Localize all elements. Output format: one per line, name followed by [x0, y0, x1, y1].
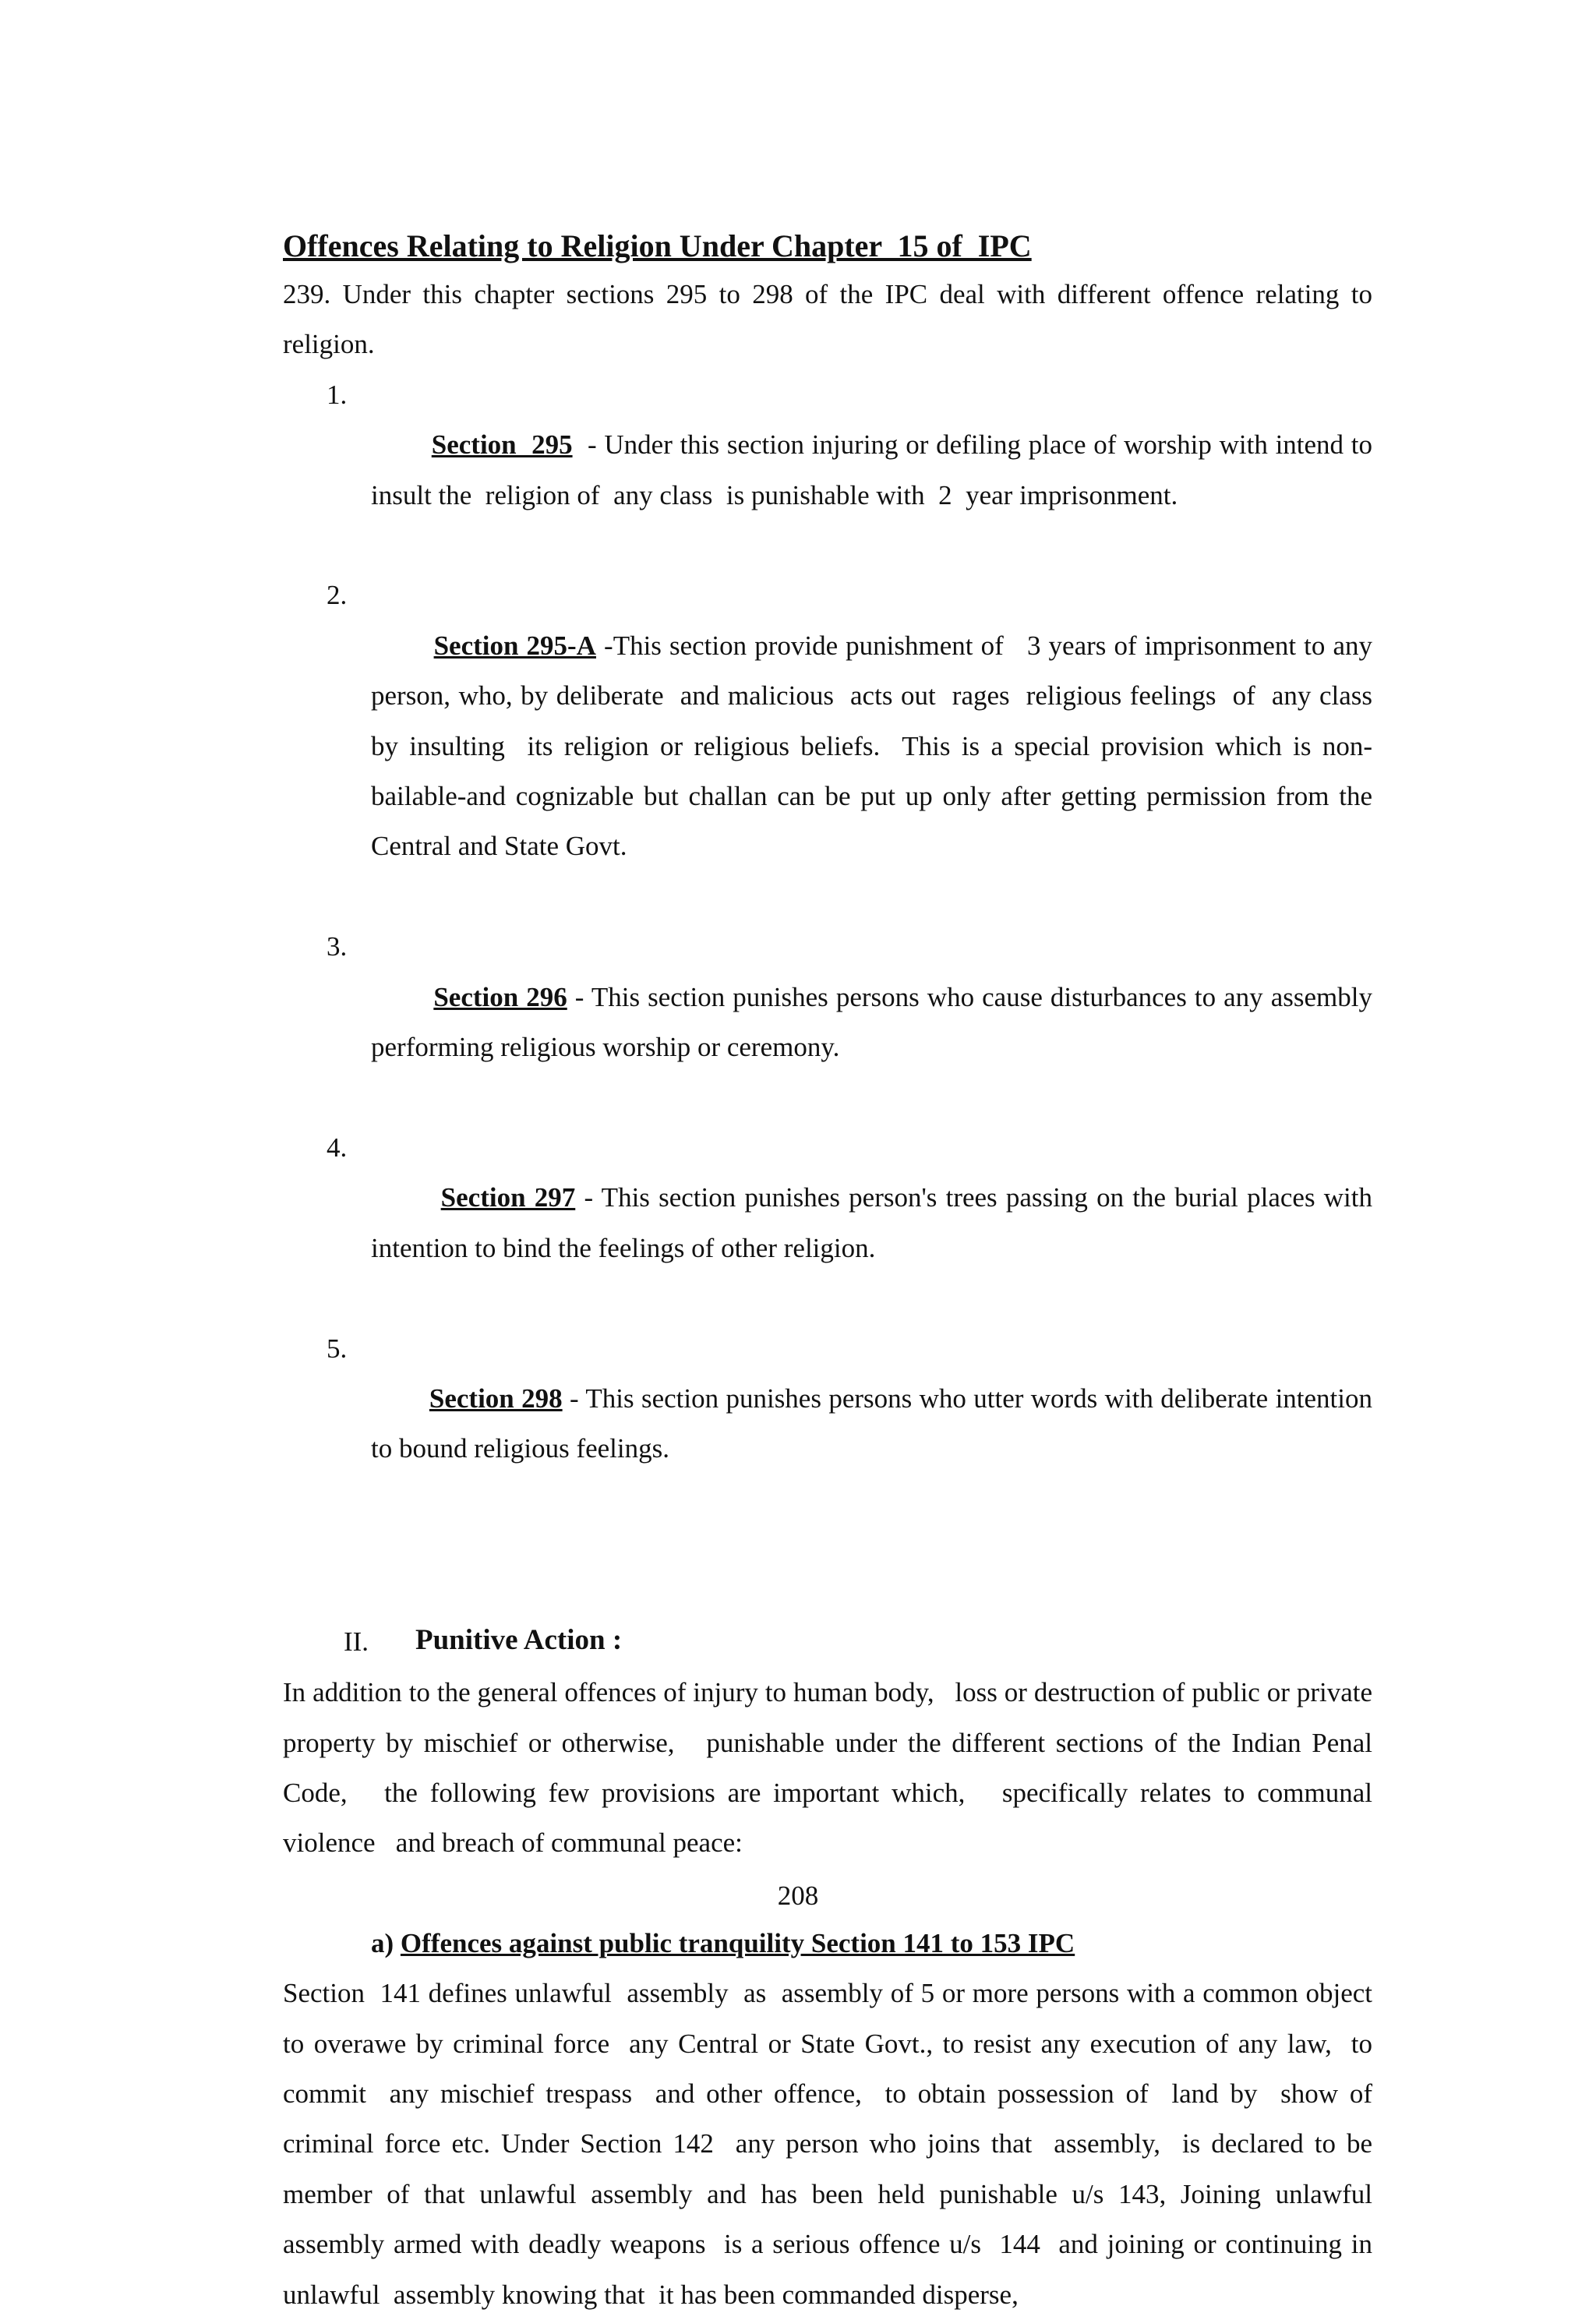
roman-numeral: II. — [344, 1626, 369, 1658]
section-text: - This section punishes persons who cause disturbances to any assembly performing religious worship or ceremony. — [371, 981, 1379, 1063]
list-number: 2. — [327, 580, 348, 611]
section-text: - This section punishes persons who utter words with deliberate intention to bound religious feelings. — [371, 1382, 1379, 1464]
section-item-297 — [283, 1123, 1379, 1324]
list-number: 5. — [327, 1333, 348, 1364]
section-item-295 — [283, 370, 1379, 571]
section-item-296 — [283, 922, 1379, 1123]
section-label: Section 297 — [440, 1182, 576, 1213]
punitive-heading-text: Punitive Action : — [415, 1624, 623, 1657]
subsection-a-heading — [283, 1919, 1372, 1969]
section-text: -This section provide punishment of 3 years of imprisonment to any person, who, by deliberate and malicious acts out rages religious feelings of any class by insulting its religion or religious beliefs. This is a special provision which is non-bailable-and cognizable but challan can be put up only after getting permission from the Central and State Govt. — [371, 630, 1379, 862]
subsection-a-paragraph: Section 141 defines unlawful assembly as assembly of 5 or more persons with a common object to overawe by criminal force any Central or State Govt., to resist any execution of any law, to commit any mischief trespass and other offence, to obtain possession of land by show of criminal force etc. Under Section 142 any person who joins that assembly, is declared to be member of that unlawful assembly and has been held punishable u/s 143, Joining unlawful assembly armed with deadly weapons is a serious offence u/s 144 and joining or continuing in unlawful assembly knowing that it has been commanded disperse, — [283, 1978, 1379, 2310]
sections-list — [283, 370, 1379, 1524]
list-number: 3. — [327, 931, 348, 962]
section-item-295a — [283, 570, 1379, 922]
section-text: - This section punishes person's trees passing on the burial places with intention to bind the feelings of other religion. — [371, 1182, 1379, 1263]
section-text: - Under this section injuring or defiling place of worship with intend to insult the religion of any class is punishable with 2 year imprisonment. — [371, 429, 1379, 510]
page-number: 208 — [777, 1880, 819, 1911]
subsection-heading-text: Offences against public tranquility Section 141 to 153 IPC — [400, 1927, 1075, 1958]
list-number: 4. — [327, 1132, 348, 1163]
intro-paragraph: 239. Under this chapter sections 295 to 298 of the IPC deal with different offence relating to religion. — [283, 279, 1379, 360]
list-number: 1. — [327, 379, 348, 410]
section-label: Section 295-A — [433, 630, 596, 661]
chapter-title: Offences Relating to Religion Under Chapter 15 of IPC — [283, 228, 1032, 263]
page-content — [283, 223, 1379, 2320]
section-label: Section 298 — [429, 1382, 563, 1414]
punitive-action-heading — [283, 1616, 1372, 1668]
punitive-paragraph: In addition to the general offences of injury to human body, loss or destruction of public or private property by mischief or otherwise, punishable under the different sections of the Indian Penal Code, the following few provisions are important which, specifically relates to communal violence and breach of communal peace: — [283, 1677, 1379, 1859]
section-label: Section 295 — [431, 429, 573, 461]
section-item-298 — [283, 1324, 1379, 1525]
section-label: Section 296 — [433, 981, 567, 1012]
subsection-prefix: a) — [371, 1927, 401, 1958]
